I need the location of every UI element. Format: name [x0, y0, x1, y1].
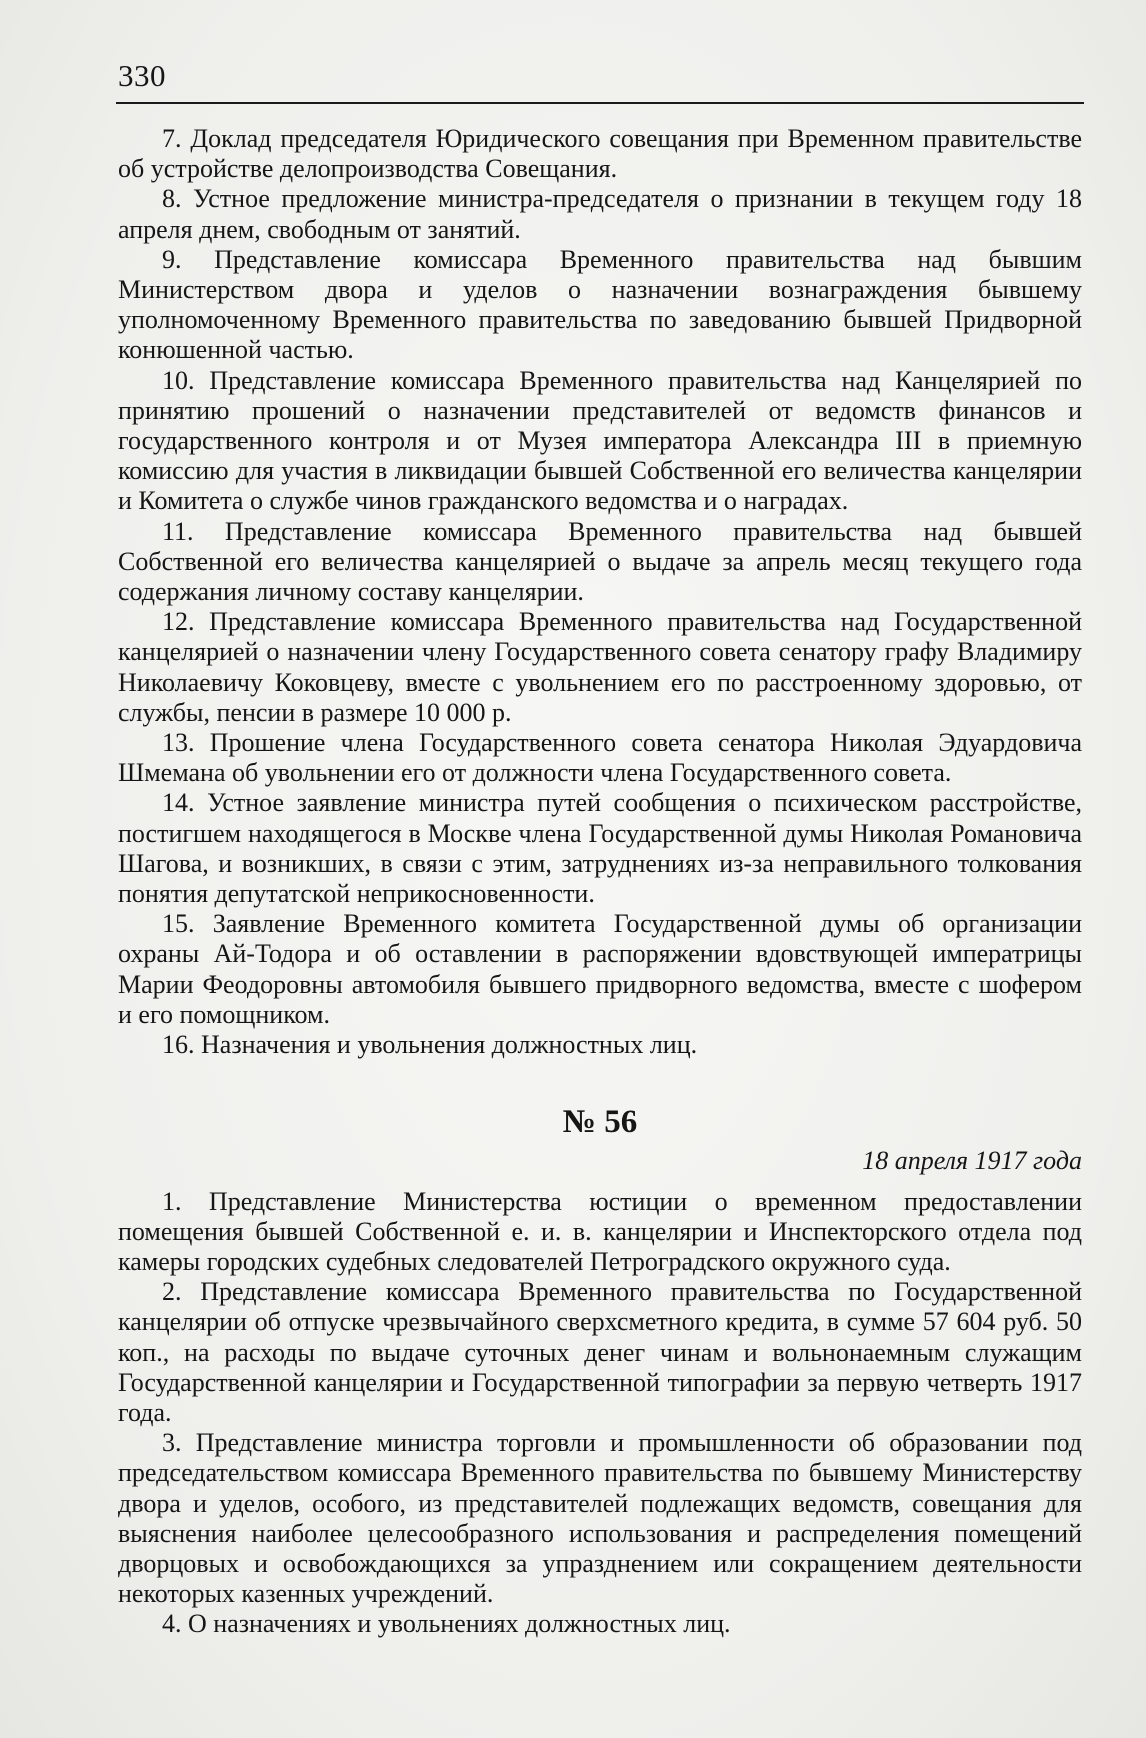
document-date: 18 апреля 1917 года: [862, 1146, 1082, 1176]
agenda-item: 13. Прошение члена Государственного совета сенатора Николая Эдуардовича Шмемана об увольнении его от должности члена Государственного совета.: [118, 728, 1082, 788]
agenda-item: 3. Представление министра торговли и промышленности об образовании под председательством комиссара Временного правительства по бывшему Министерству двора и уделов, особого, из представителей подлежащих ведомств, совещания для выяснения наиболее целесообразного использования и распределения помещений дворцовых и освобождающихся за упразднением или сокращением деятельности некоторых казенных учреждений.: [118, 1428, 1082, 1609]
agenda-item: 16. Назначения и увольнения должностных лиц.: [162, 1030, 698, 1060]
agenda-item: 8. Устное предложение министра-председателя о признании в текущем году 18 апреля днем, свободным от занятий.: [118, 184, 1082, 244]
document-56: [118, 1104, 1082, 1639]
agenda-item: 9. Представление комиссара Временного правительства над бывшим Министерством двора и уделов о назначении вознаграждения бывшему уполномоченному Временного правительства по заведованию бывшей Придворной конюшенной частью.: [118, 244, 1082, 365]
document-number: № 56: [562, 1104, 638, 1141]
page-content: [118, 124, 1082, 1640]
agenda-item: 14. Устное заявление министра путей сообщения о психическом расстройстве, постигшем находящегося в Москве члена Государственной думы Николая Романовича Шагова, и возникших, в связи с этим, затруднениях из-за неправильного толкования понятия депутатской неприкосновенности.: [118, 788, 1082, 909]
agenda-item: 2. Представление комиссара Временного правительства по Государственной канцелярии об отпуске чрезвычайного сверхсметного кредита, в сумме 57 604 руб. 50 коп., на расходы по выдаче суточных денег чинам и вольнонаемным служащим Государственной канцелярии и Государственной типографии за первую четверть 1917 года.: [118, 1277, 1082, 1427]
agenda-item: 4. О назначениях и увольнениях должностных лиц.: [162, 1609, 731, 1639]
agenda-item: 10. Представление комиссара Временного правительства над Канцелярией по принятию прошений о назначении представителей от ведомств финансов и государственного контроля и от Музея императора Александра III в приемную комиссию для участия в ликвидации бывшей Собственной его величества канцелярии и Комитета о службе чинов гражданского ведомства и о наградах.: [118, 365, 1082, 516]
agenda-item: 15. Заявление Временного комитета Государственной думы об организации охраны Ай-Тодора и об оставлении в распоряжении вдовствующей императрицы Марии Феодоровны автомобиля бывшего придворного ведомства, вместе с шофером и его помощником.: [118, 909, 1082, 1029]
agenda-item: 11. Представление комиссара Временного правительства над бывшей Собственной его величества канцелярией о выдаче за апрель месяц текущего года содержания личному составу канцелярии.: [118, 516, 1082, 607]
agenda-item: 7. Доклад председателя Юридического совещания при Временном правительстве об устройстве делопроизводства Совещания.: [118, 124, 1082, 184]
page-number: 330: [118, 58, 166, 93]
agenda-item: 12. Представление комиссара Временного правительства над Государственной канцелярией о назначении члену Государственного совета сенатору графу Владимиру Николаевичу Коковцеву, вместе с увольнением его по расстроенному здоровью, от службы, пенсии в размере 10 000 р.: [118, 607, 1082, 727]
header-rule: [116, 102, 1084, 104]
agenda-item: 1. Представление Министерства юстиции о временном предоставлении помещения бывшей Собственной е. и. в. канцелярии и Инспекторского отдела под камеры городских судебных следователей Петроградского окружного суда.: [118, 1186, 1082, 1276]
agenda-continued: [118, 124, 1082, 1060]
